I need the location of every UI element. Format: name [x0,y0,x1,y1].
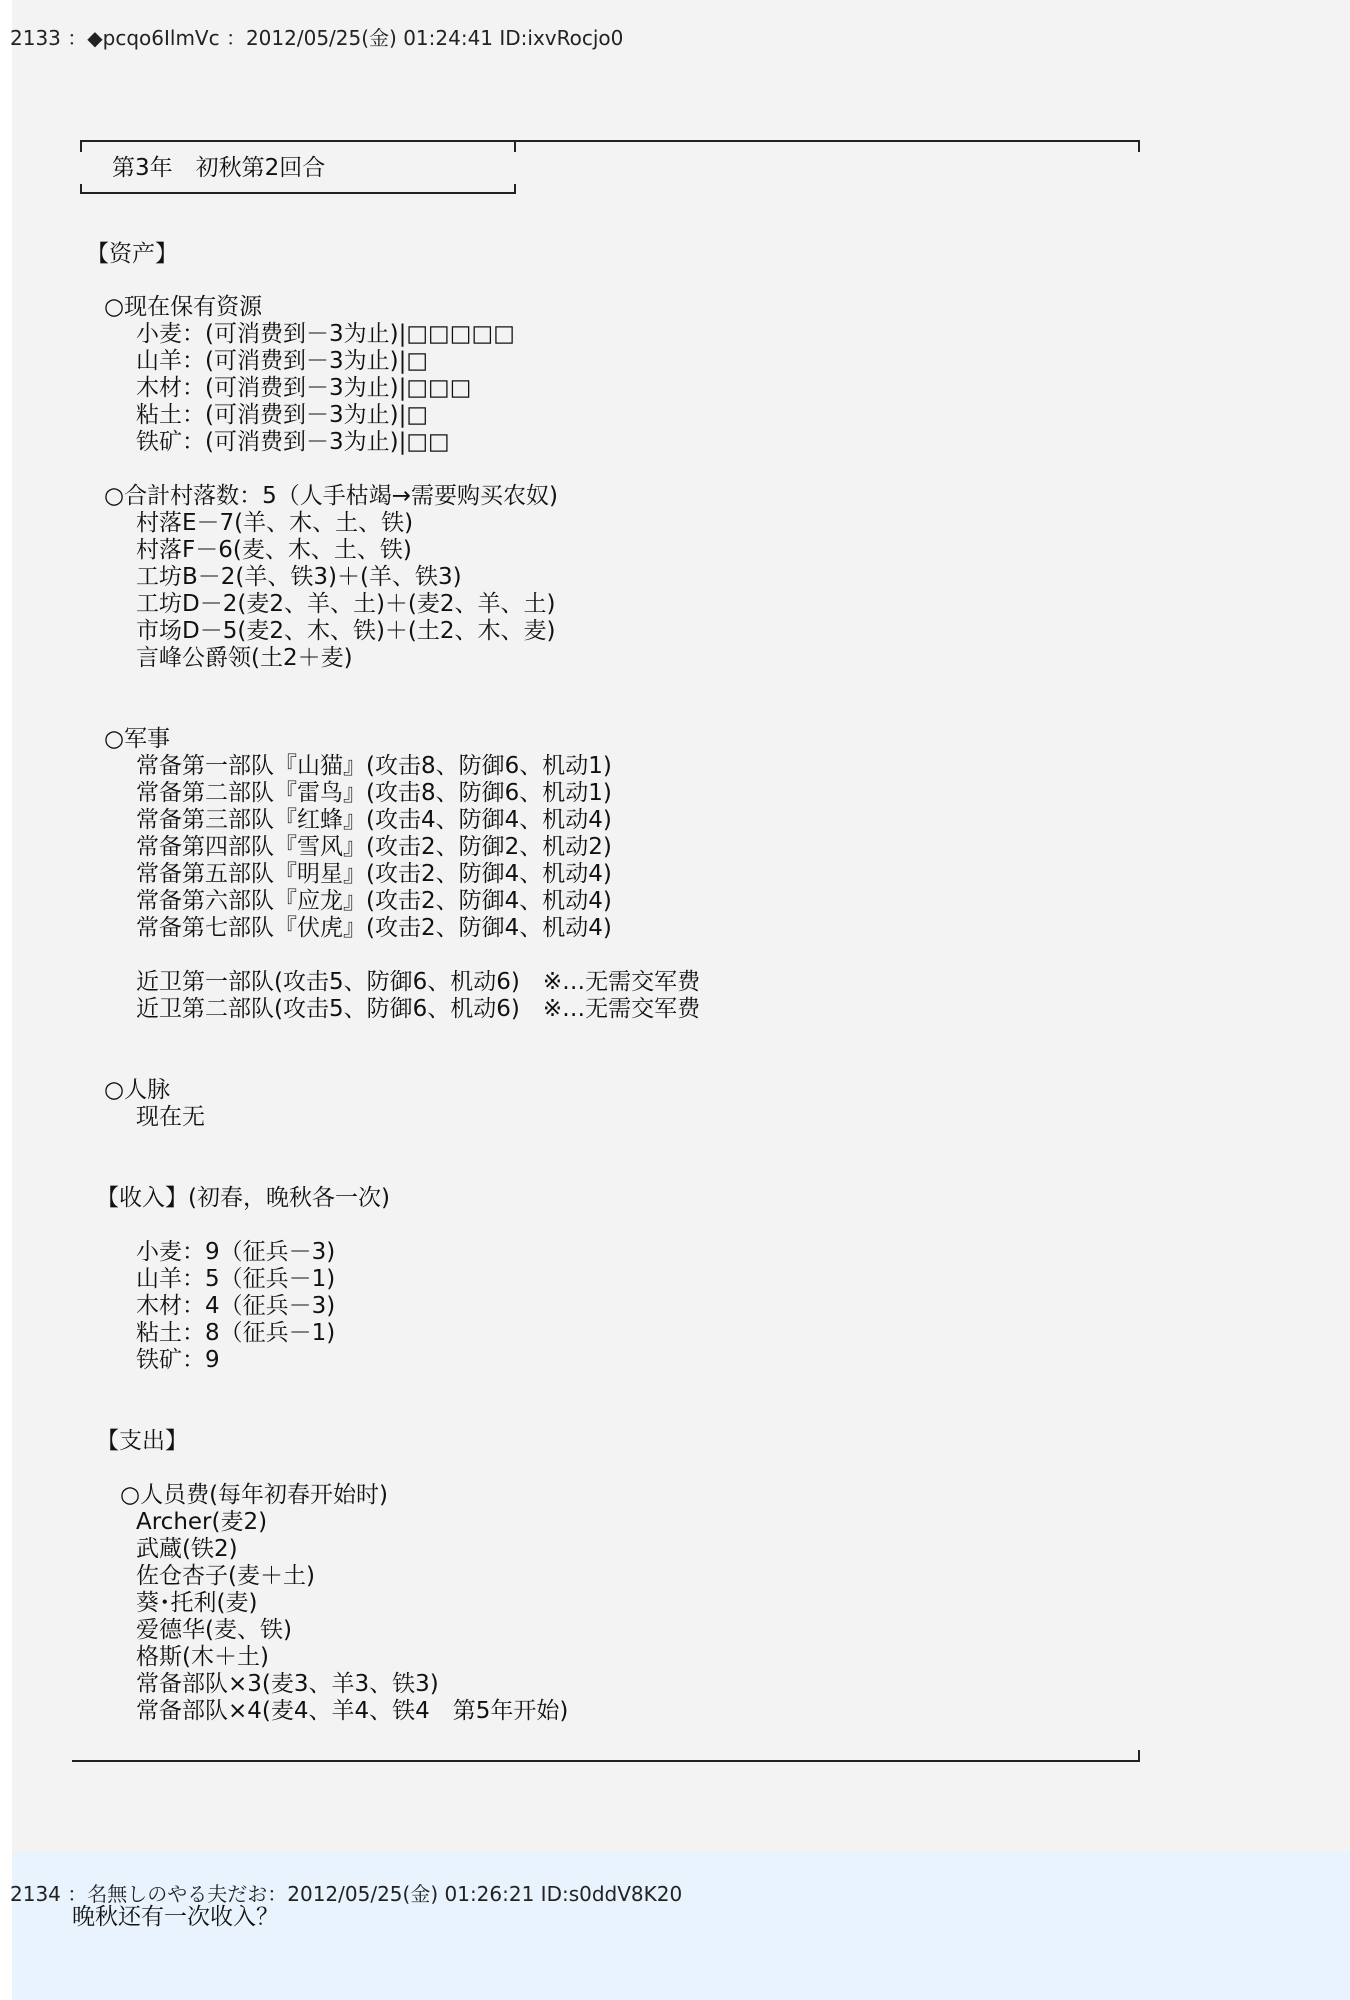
body-line: ○现在保有资源 [104,294,263,320]
body-line: 常备部队×3(麦3、羊3、铁3) [136,1671,439,1697]
frame-top-rule [80,140,1140,142]
body-line: 葵･托利(麦) [136,1590,258,1616]
body-line: 常备部队×4(麦4、羊4、铁4 第5年开始) [136,1698,569,1724]
body-line: 现在无 [136,1104,205,1130]
body-line: 常备第二部队『雷鸟』(攻击8、防御6、机动1) [136,780,612,806]
frame-bottom-rule [72,1760,1140,1762]
body-line: 工坊D－2(麦2、羊、土)＋(麦2、羊、土) [136,591,556,617]
body-line: 武蔵(铁2) [136,1536,238,1562]
post-header: 2133 ：◆pcqo6IlmVc ：2012/05/25(金) 01:24:41 ID:ixvRocjo0 [10,26,624,50]
title-box-left-tick [80,184,82,194]
body-line: 【资产】 [86,241,178,267]
body-line: 山羊：5（征兵－1) [136,1266,336,1292]
body-line: 粘土：8（征兵－1) [136,1320,336,1346]
body-line: ○人员费(每年初春开始时) [120,1482,389,1508]
body-line: 近卫第一部队(攻击5、防御6、机动6) ※…无需交军费 [136,969,701,995]
body-line: 爱德华(麦、铁) [136,1617,292,1643]
frame-top-mid-tick [514,140,516,152]
body-line: 佐仓杏子(麦＋土) [136,1563,315,1589]
body-line: 铁矿：9 [136,1347,220,1373]
body-line: 【收入】(初春，晚秋各一次) [96,1185,390,1211]
body-line: 常备第五部队『明星』(攻击2、防御4、机动4) [136,861,612,887]
body-line: 常备第三部队『红蜂』(攻击4、防御4、机动4) [136,807,612,833]
body-line: 常备第六部队『应龙』(攻击2、防御4、机动4) [136,888,612,914]
body-line: 常备第七部队『伏虎』(攻击2、防御4、机动4) [136,915,612,941]
body-line: Archer(麦2) [136,1509,268,1535]
body-line: 言峰公爵领(土2＋麦) [136,645,353,671]
frame-bottom-right-tick [1138,1750,1140,1762]
body-line: 木材：4（征兵－3) [136,1293,336,1319]
body-line: 小麦：9（征兵－3) [136,1239,336,1265]
body-line: 小麦：(可消费到－3为止)|□□□□□ [136,321,515,347]
title-box-bottom-rule [80,192,516,194]
body-line: 常备第一部队『山猫』(攻击8、防御6、机动1) [136,753,612,779]
title-box-text: 第3年 初秋第2回合 [112,155,326,181]
reply-body: 晚秋还有一次收入？ [72,1904,279,1930]
reply-header: 2134 ：名無しのやる夫だお：2012/05/25(金) 01:26:21 ID:s0ddV8K20 [10,1882,683,1906]
body-line: 市场D－5(麦2、木、铁)＋(土2、木、麦) [136,618,556,644]
frame-top-left-tick [80,140,82,152]
body-line: 村落F－6(麦、木、土、铁) [136,537,412,563]
body-line: 铁矿：(可消费到－3为止)|□□ [136,429,450,455]
body-line: 近卫第二部队(攻击5、防御6、机动6) ※…无需交军费 [136,996,701,1022]
body-line: 木材：(可消费到－3为止)|□□□ [136,375,472,401]
body-line: 格斯(木＋土) [136,1644,269,1670]
body-line: 工坊B－2(羊、铁3)＋(羊、铁3) [136,564,462,590]
body-line: ○人脉 [104,1077,171,1103]
body-line: 山羊：(可消费到－3为止)|□ [136,348,429,374]
frame-top-right-tick [1138,140,1140,152]
body-line: 常备第四部队『雪风』(攻击2、防御2、机动2) [136,834,612,860]
body-line: ○合計村落数：5（人手枯竭→需要购买农奴) [104,483,558,509]
body-line: 【支出】 [96,1428,188,1454]
body-line: 村落E－7(羊、木、土、铁) [136,510,414,536]
body-line: ○军事 [104,726,171,752]
title-box-right-tick [514,184,516,194]
body-line: 粘土：(可消费到－3为止)|□ [136,402,429,428]
